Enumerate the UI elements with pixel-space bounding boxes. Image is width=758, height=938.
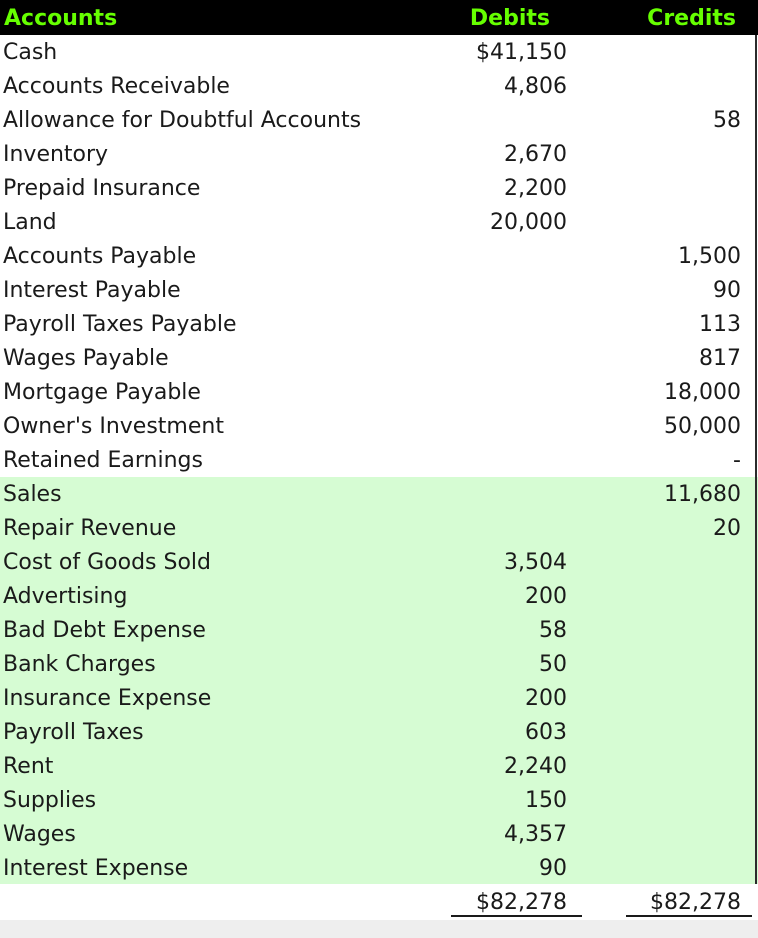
account-name: Supplies (3, 788, 97, 813)
debit-amount: 2,670 (504, 142, 567, 167)
account-name: Rent (3, 754, 54, 779)
table-row (0, 715, 758, 749)
credit-amount (600, 817, 741, 851)
debit-amount: 4,357 (504, 822, 567, 847)
table-row (0, 783, 758, 817)
table-row (0, 273, 758, 307)
table-row (0, 341, 758, 375)
table-row (0, 35, 758, 69)
credit-amount (600, 783, 741, 817)
table-row (0, 239, 758, 273)
account-name: Retained Earnings (3, 448, 203, 473)
account-name: Bank Charges (3, 652, 156, 677)
account-name: Interest Expense (3, 856, 189, 881)
header-accounts: Accounts (4, 6, 118, 31)
table-row (0, 749, 758, 783)
credit-amount: 90 (713, 278, 741, 303)
credit-amount: 50,000 (664, 414, 741, 439)
table-row (0, 307, 758, 341)
debit-amount (440, 511, 567, 545)
debit-amount (440, 103, 567, 137)
credit-amount (600, 205, 741, 239)
table-row (0, 681, 758, 715)
account-name: Bad Debt Expense (3, 618, 206, 643)
credit-amount (600, 715, 741, 749)
account-name: Allowance for Doubtful Accounts (3, 108, 362, 133)
debit-amount: 4,806 (504, 74, 567, 99)
table-row (0, 579, 758, 613)
table-row (0, 511, 758, 545)
footer-strip (0, 920, 758, 938)
credit-amount (600, 69, 741, 103)
credit-amount (600, 749, 741, 783)
credit-amount (600, 613, 741, 647)
debit-amount: $41,150 (476, 40, 567, 65)
account-name: Repair Revenue (3, 516, 177, 541)
debit-amount (440, 273, 567, 307)
debit-amount: 200 (525, 584, 567, 609)
table-header (0, 0, 758, 35)
table-row (0, 851, 758, 885)
total-debits-underline (451, 915, 582, 917)
account-name: Payroll Taxes Payable (3, 312, 237, 337)
credit-amount: 20 (713, 516, 741, 541)
credit-amount: 58 (713, 108, 741, 133)
credit-amount (600, 35, 741, 69)
total-credits: $82,278 (650, 890, 741, 915)
table-row (0, 545, 758, 579)
debit-amount: 2,240 (504, 754, 567, 779)
account-name: Owner's Investment (3, 414, 224, 439)
header-credits: Credits (647, 6, 736, 31)
total-debits: $82,278 (476, 890, 567, 915)
debit-amount (440, 307, 567, 341)
table-row (0, 613, 758, 647)
account-name: Wages (3, 822, 76, 847)
credit-amount (600, 579, 741, 613)
credit-amount: 11,680 (664, 482, 741, 507)
account-name: Sales (3, 482, 62, 507)
debit-amount: 603 (525, 720, 567, 745)
table-row (0, 647, 758, 681)
account-name: Cost of Goods Sold (3, 550, 211, 575)
account-name: Cash (3, 40, 58, 65)
debit-amount: 90 (539, 856, 567, 881)
credit-amount (600, 137, 741, 171)
debit-amount (440, 409, 567, 443)
debit-amount: 150 (525, 788, 567, 813)
table-row (0, 375, 758, 409)
account-name: Payroll Taxes (3, 720, 144, 745)
account-name: Interest Payable (3, 278, 181, 303)
account-name: Prepaid Insurance (3, 176, 201, 201)
table-row (0, 137, 758, 171)
credit-amount: 18,000 (664, 380, 741, 405)
debit-amount: 2,200 (504, 176, 567, 201)
debit-amount (440, 341, 567, 375)
debit-amount: 50 (539, 652, 567, 677)
table-row (0, 103, 758, 137)
account-name: Inventory (3, 142, 109, 167)
debit-amount: 20,000 (490, 210, 567, 235)
account-name: Wages Payable (3, 346, 169, 371)
credit-amount: - (733, 448, 741, 473)
account-name: Advertising (3, 584, 128, 609)
account-name: Accounts Receivable (3, 74, 230, 99)
account-name: Accounts Payable (3, 244, 197, 269)
right-border (755, 35, 757, 884)
table-row (0, 443, 758, 477)
debit-amount: 58 (539, 618, 567, 643)
debit-amount: 200 (525, 686, 567, 711)
table-body (0, 35, 758, 885)
table-row (0, 409, 758, 443)
debit-amount (440, 239, 567, 273)
header-debits: Debits (469, 6, 550, 31)
total-credits-underline (626, 915, 752, 917)
table-row (0, 69, 758, 103)
debit-amount (440, 375, 567, 409)
account-name: Insurance Expense (3, 686, 212, 711)
table-row (0, 477, 758, 511)
totals-row (0, 884, 758, 918)
debit-amount: 3,504 (504, 550, 567, 575)
credit-amount (600, 681, 741, 715)
credit-amount (600, 647, 741, 681)
table-row (0, 171, 758, 205)
credit-amount (600, 171, 741, 205)
credit-amount: 113 (699, 312, 741, 337)
credit-amount (600, 851, 741, 885)
account-name: Mortgage Payable (3, 380, 201, 405)
table-row (0, 817, 758, 851)
credit-amount: 817 (699, 346, 741, 371)
table-row (0, 205, 758, 239)
debit-amount (440, 443, 567, 477)
credit-amount (600, 545, 741, 579)
credit-amount: 1,500 (678, 244, 741, 269)
account-name: Land (3, 210, 57, 235)
debit-amount (440, 477, 567, 511)
